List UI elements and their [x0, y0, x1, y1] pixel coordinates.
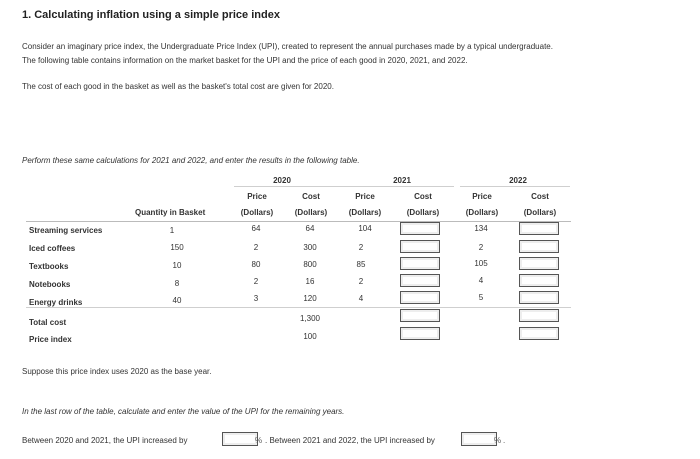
percent-symbol-2021: %: [255, 436, 263, 445]
qty-textbooks: 10: [172, 261, 182, 270]
cost-2020-header-bottom: (Dollars): [294, 208, 328, 217]
total-cost-2021-input[interactable]: [400, 309, 440, 322]
year-2020-header: 2020: [273, 176, 291, 185]
total-cost-2020: 1,300: [299, 314, 321, 323]
increase-2022-label: . Between 2021 and 2022, the UPI increased by: [265, 436, 435, 445]
price2022-textbooks: 105: [474, 259, 488, 268]
cost-2022-header-top: Cost: [531, 192, 549, 201]
base-year-note: Suppose this price index uses 2020 as the base year.: [22, 367, 212, 376]
percent-symbol-2022: %: [494, 436, 502, 445]
cost2020-notebooks: 16: [305, 277, 315, 286]
total-cost-2022-input[interactable]: [519, 309, 559, 322]
price2021-textbooks: 85: [356, 260, 366, 269]
price2021-energy-drinks: 4: [358, 294, 364, 303]
increase-2022-input[interactable]: [461, 432, 497, 446]
cost2020-textbooks: 800: [303, 260, 317, 269]
row-label-notebooks: Notebooks: [29, 280, 71, 289]
price-index-2022-input[interactable]: [519, 327, 559, 340]
cost2022-streaming-input[interactable]: [519, 222, 559, 235]
price2022-notebooks: 4: [478, 276, 484, 285]
cost2020-streaming: 64: [305, 224, 315, 233]
cost-2021-header-top: Cost: [414, 192, 432, 201]
row-label-textbooks: Textbooks: [29, 262, 69, 271]
cost2022-textbooks-input[interactable]: [519, 257, 559, 270]
price-2020-header-top: Price: [247, 192, 267, 201]
price2020-notebooks: 2: [253, 277, 259, 286]
price-2021-header-bottom: (Dollars): [348, 208, 382, 217]
price2021-streaming: 104: [358, 224, 372, 233]
price2021-notebooks: 2: [358, 277, 364, 286]
instruction-text: Perform these same calculations for 2021 and 2022, and enter the results in the following table.: [22, 156, 360, 165]
cost2021-streaming-input[interactable]: [400, 222, 440, 235]
cost2021-textbooks-input[interactable]: [400, 257, 440, 270]
qty-energy-drinks: 40: [172, 296, 182, 305]
total-cost-label: Total cost: [29, 318, 67, 327]
year-2021-header: 2021: [393, 176, 411, 185]
row-label-energy-drinks: Energy drinks: [29, 298, 83, 307]
price2020-textbooks: 80: [251, 260, 261, 269]
cost2022-iced-coffees-input[interactable]: [519, 240, 559, 253]
price2022-energy-drinks: 5: [478, 293, 484, 302]
intro-line-2: The following table contains information on the market basket for the UPI and the price of each good in 2020, 2021, and 2022.: [22, 56, 468, 65]
increase-2021-input[interactable]: [222, 432, 258, 446]
price-2020-header-bottom: (Dollars): [240, 208, 274, 217]
page-title: 1. Calculating inflation using a simple price index: [22, 9, 280, 21]
price-index-2020: 100: [303, 332, 317, 341]
qty-iced-coffees: 150: [170, 243, 184, 252]
cost2020-iced-coffees: 300: [303, 243, 317, 252]
price2022-streaming: 134: [474, 224, 488, 233]
cost-2022-header-bottom: (Dollars): [523, 208, 557, 217]
price2020-energy-drinks: 3: [253, 294, 259, 303]
price2020-iced-coffees: 2: [253, 243, 259, 252]
cost2020-energy-drinks: 120: [303, 294, 317, 303]
price-index-label: Price index: [29, 335, 72, 344]
cost2021-iced-coffees-input[interactable]: [400, 240, 440, 253]
cost2022-notebooks-input[interactable]: [519, 274, 559, 287]
cost2021-energy-drinks-input[interactable]: [400, 291, 440, 304]
increase-2021-label: Between 2020 and 2021, the UPI increased by: [22, 436, 188, 445]
row-label-iced-coffees: Iced coffees: [29, 244, 76, 253]
quantity-header: Quantity in Basket: [135, 208, 206, 217]
intro-line-1: Consider an imaginary price index, the Undergraduate Price Index (UPI), created to represent the annual purchases made by a typical undergraduate.: [22, 42, 553, 51]
qty-streaming: 1: [169, 226, 175, 235]
last-row-note: In the last row of the table, calculate and enter the value of the UPI for the remaining years.: [22, 407, 345, 416]
price2021-iced-coffees: 2: [358, 243, 364, 252]
price-2021-header-top: Price: [355, 192, 375, 201]
price-2022-header-top: Price: [472, 192, 492, 201]
price-2022-header-bottom: (Dollars): [465, 208, 499, 217]
cost-2021-header-bottom: (Dollars): [406, 208, 440, 217]
cost2021-notebooks-input[interactable]: [400, 274, 440, 287]
sentence-end-period: .: [503, 436, 506, 445]
row-label-streaming: Streaming services: [29, 226, 103, 235]
price2020-streaming: 64: [251, 224, 261, 233]
qty-notebooks: 8: [174, 279, 180, 288]
price-index-2021-input[interactable]: [400, 327, 440, 340]
intro-line-3: The cost of each good in the basket as well as the basket's total cost are given for 2020.: [22, 82, 334, 91]
year-2022-header: 2022: [509, 176, 527, 185]
price2022-iced-coffees: 2: [478, 243, 484, 252]
cost-2020-header-top: Cost: [302, 192, 320, 201]
cost2022-energy-drinks-input[interactable]: [519, 291, 559, 304]
